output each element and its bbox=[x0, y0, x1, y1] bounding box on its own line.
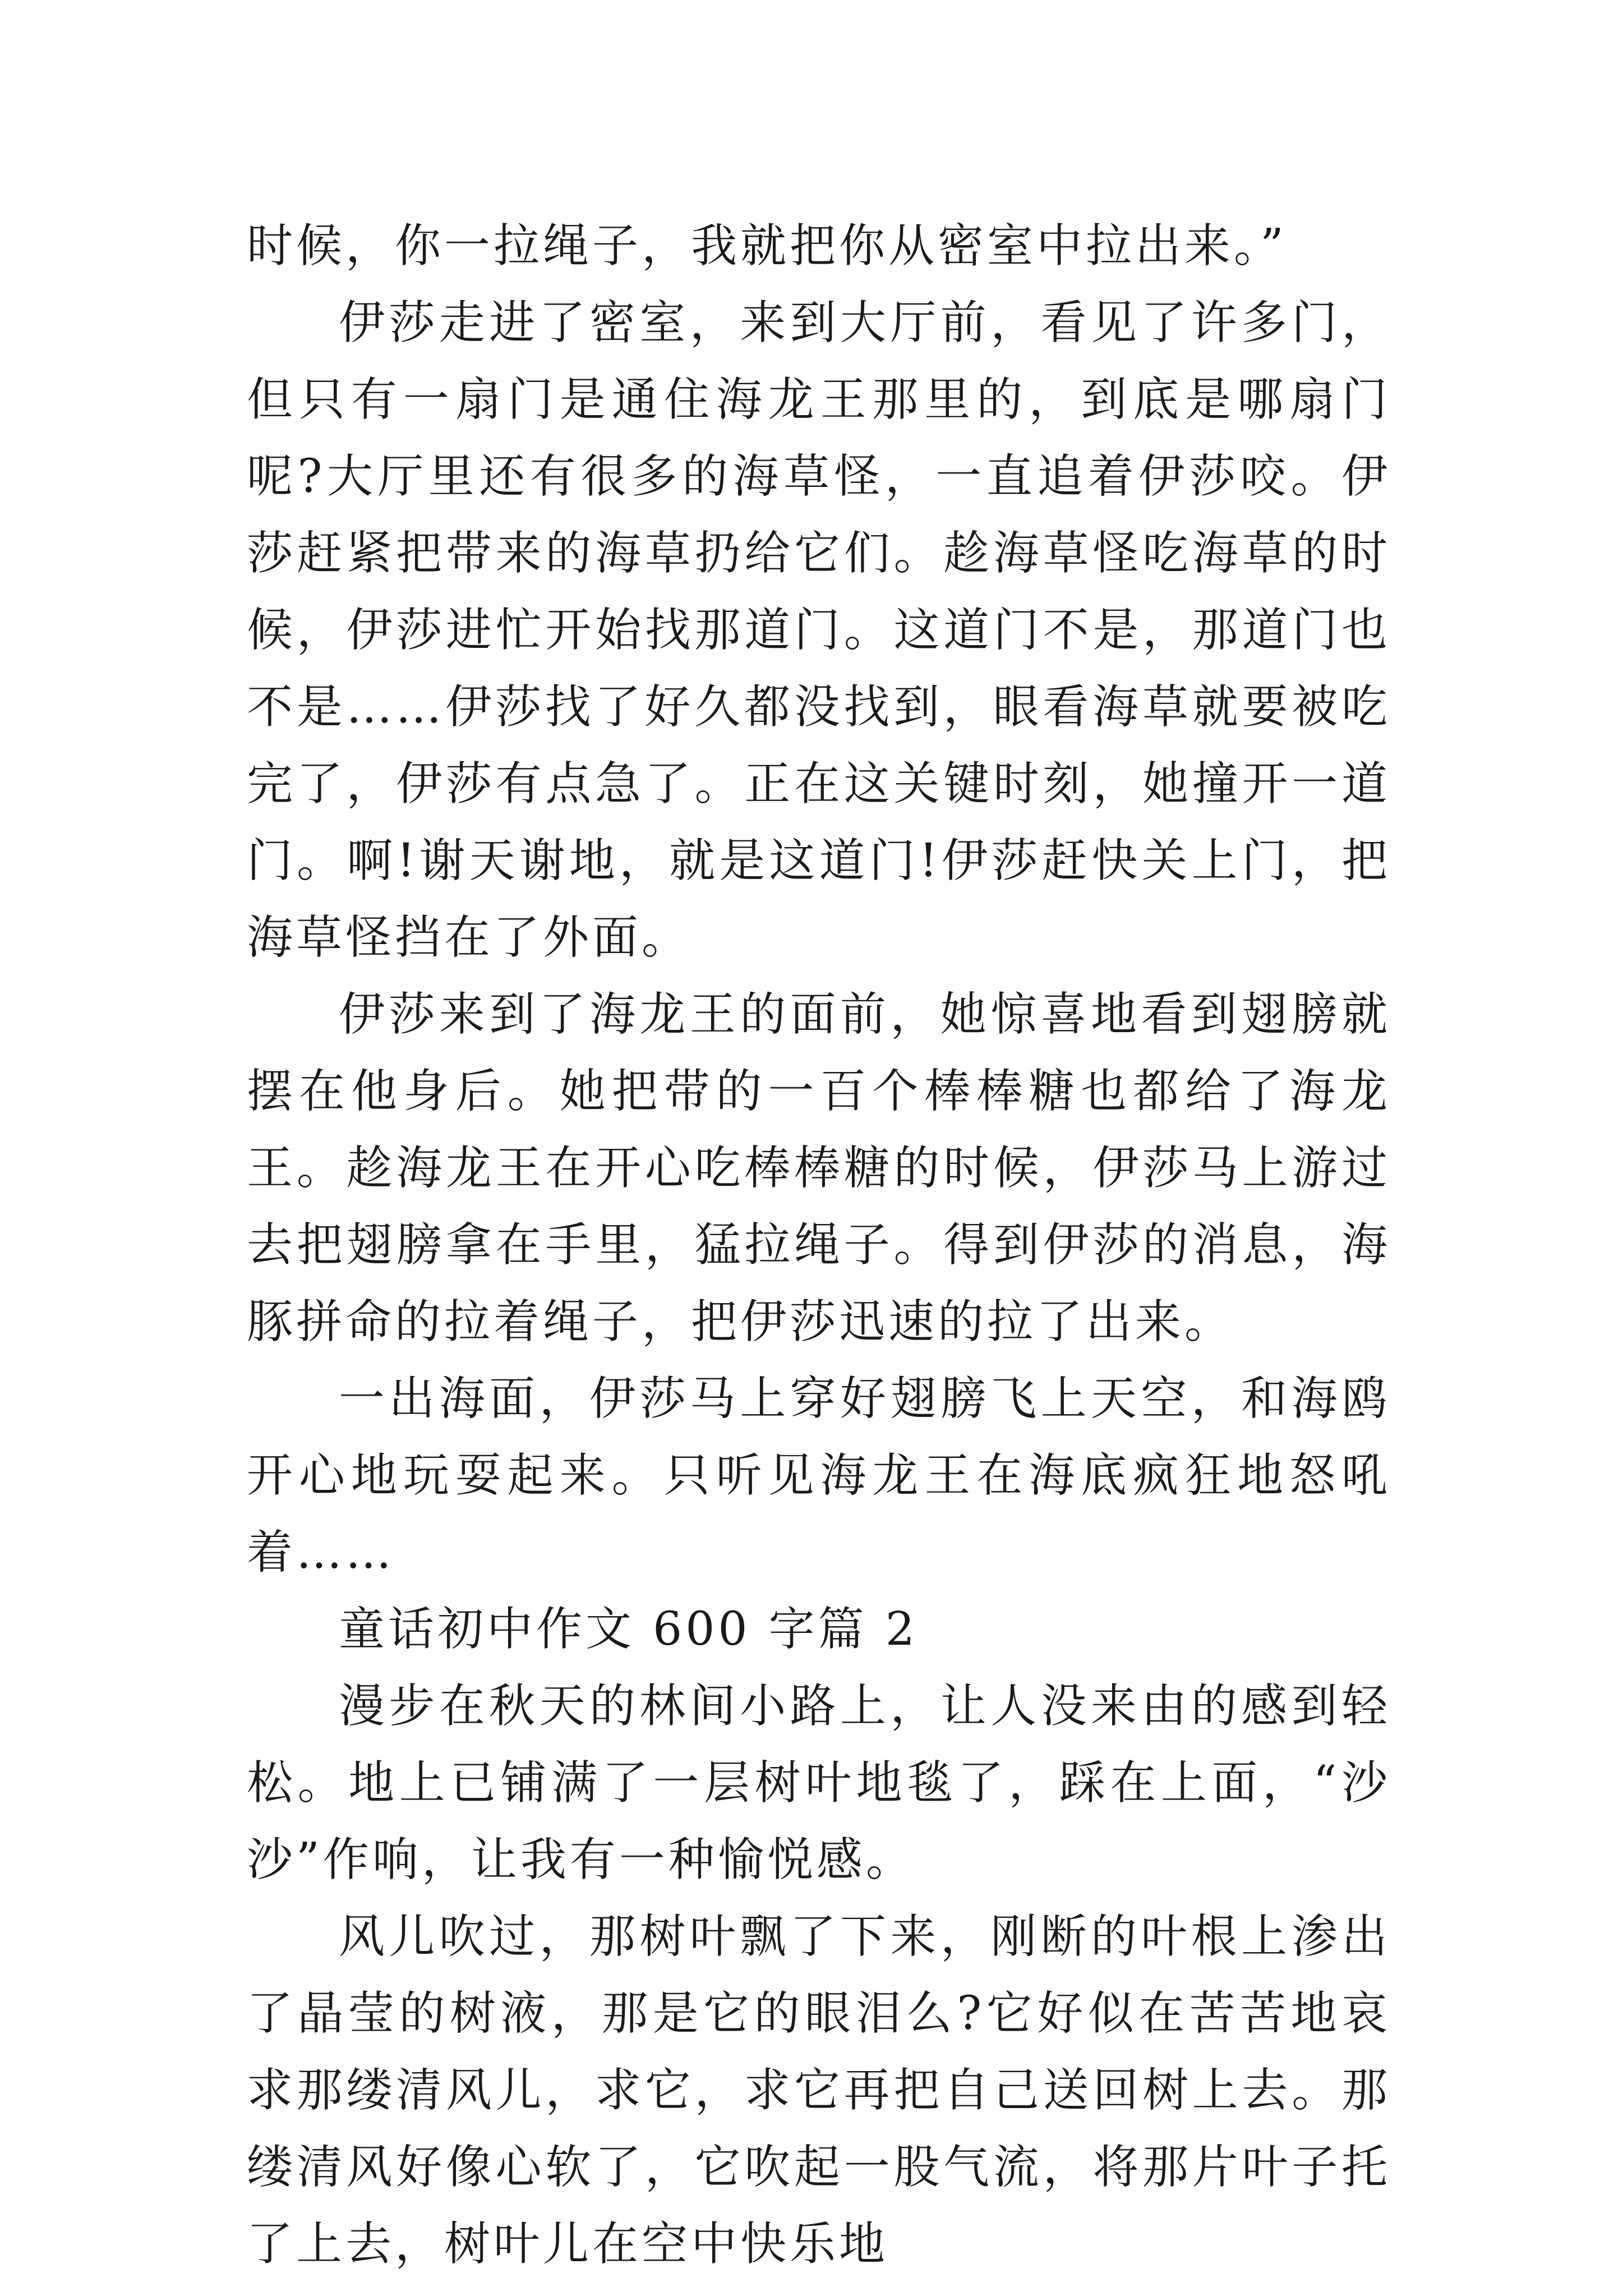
paragraph: 伊莎来到了海龙王的面前，她惊喜地看到翅膀就摆在他身后。她把带的一百个棒棒糖也都给了海龙王。趁海龙王在开心吃棒棒糖的时候，伊莎马上游过去把翅膀拿在手里，猛拉绳子。得到伊莎的消息，海豚拼命的拉着绳子，把伊莎迅速的拉了出来。 bbox=[247, 988, 1391, 1349]
paragraph: 漫步在秋天的林间小路上，让人没来由的感到轻松。地上已铺满了一层树叶地毯了，踩在上面，“沙沙”作响，让我有一种愉悦感。 bbox=[247, 1680, 1391, 1887]
section-heading: 童话初中作文 600 字篇 2 bbox=[339, 1603, 918, 1656]
paragraph-continuation: 时候，你一拉绳子，我就把你从密室中拉出来。” bbox=[247, 219, 1287, 273]
paragraph: 伊莎走进了密室，来到大厅前，看见了许多门，但只有一扇门是通住海龙王那里的，到底是哪扇门呢?大厅里还有很多的海草怪，一直追着伊莎咬。伊莎赶紧把带来的海草扔给它们。趁海草怪吃海草的时候，伊莎进忙开始找那道门。这道门不是，那道门也不是……伊莎找了好久都没找到，眼看海草就要被吃完了，伊莎有点急了。正在这关键时刻，她撞开一道门。啊!谢天谢地，就是这道门!伊莎赶快关上门，把海草怪挡在了外面。 bbox=[247, 296, 1391, 964]
paragraph: 风儿吹过，那树叶飘了下来，刚断的叶根上渗出了晶莹的树液，那是它的眼泪么?它好似在苦苦地哀求那缕清风儿，求它，求它再把自己送回树上去。那缕清风好像心软了，它吹起一股气流，将那片叶子托了上去，树叶儿在空中快乐地 bbox=[247, 1910, 1391, 2271]
article-body bbox=[247, 208, 1391, 2283]
paragraph: 一出海面，伊莎马上穿好翅膀飞上天空，和海鸥开心地玩耍起来。只听见海龙王在海底疯狂地怒吼着…… bbox=[247, 1372, 1391, 1579]
